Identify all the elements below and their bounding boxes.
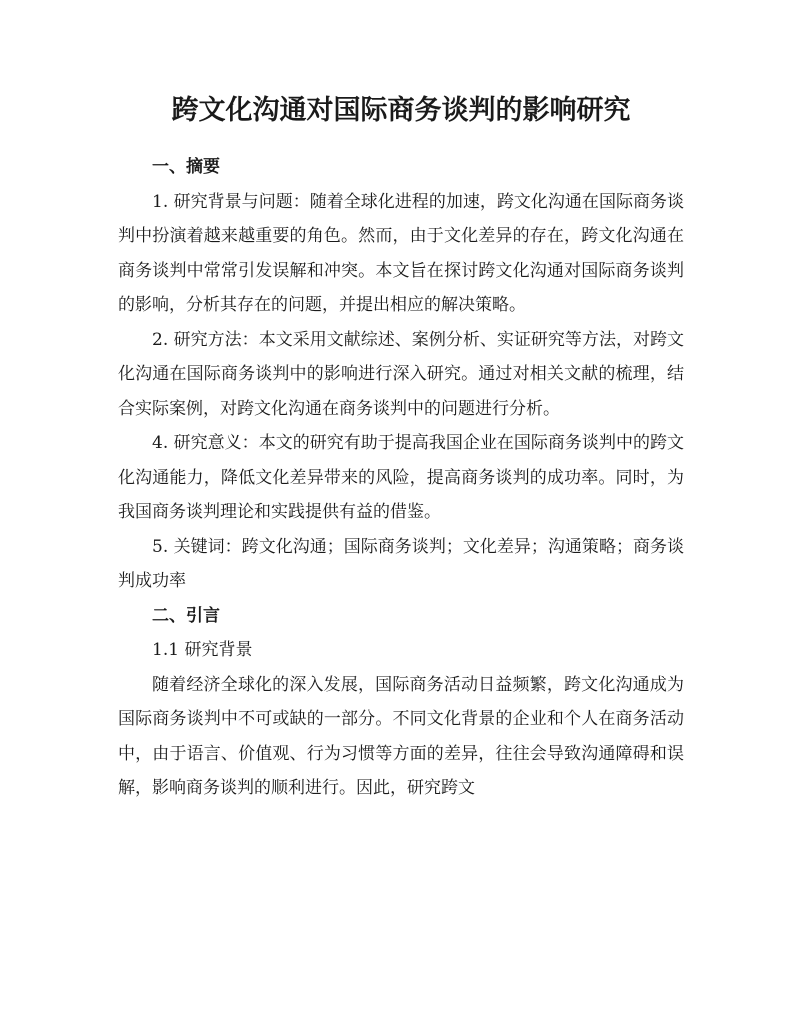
subsection-heading-background: 1.1 研究背景 xyxy=(152,640,253,660)
abstract-paragraph: 2. 研究方法：本文采用文献综述、案例分析、实证研究等方法，对跨文化沟通在国际商务谈判中的影响进行深入研究。通过对相关文献的梳理，结合实际案例，对跨文化沟通在商务谈判中的问题进行分析。 xyxy=(118,329,684,419)
abstract-paragraph: 4. 研究意义：本文的研究有助于提高我国企业在国际商务谈判中的跨文化沟通能力，降低文化差异带来的风险，提高商务谈判的成功率。同时，为我国商务谈判理论和实践提供有益的借鉴。 xyxy=(118,433,684,522)
keywords-paragraph: 5. 关键词：跨文化沟通；国际商务谈判；文化差异；沟通策略；商务谈判成功率 xyxy=(118,536,684,591)
section-heading-abstract: 一、摘要 xyxy=(152,157,220,177)
section-heading-introduction: 二、引言 xyxy=(152,605,220,626)
introduction-paragraph: 随着经济全球化的深入发展，国际商务活动日益频繁，跨文化沟通成为国际商务谈判中不可或缺的一部分。不同文化背景的企业和个人在商务活动中，由于语言、价值观、行为习惯等方面的差异，往往会导致沟通障碍和误解，影响商务谈判的顺利进行。因此，研究跨文 xyxy=(118,674,684,798)
abstract-paragraph: 1. 研究背景与问题：随着全球化进程的加速，跨文化沟通在国际商务谈判中扮演着越来越重要的角色。然而，由于文化差异的存在，跨文化沟通在商务谈判中常常引发误解和冲突。本文旨在探讨跨文化沟通对国际商务谈判的影响，分析其存在的问题，并提出相应的解决策略。 xyxy=(118,191,684,315)
document-title: 跨文化沟通对国际商务谈判的影响研究 xyxy=(171,95,631,126)
document-page xyxy=(118,88,684,806)
